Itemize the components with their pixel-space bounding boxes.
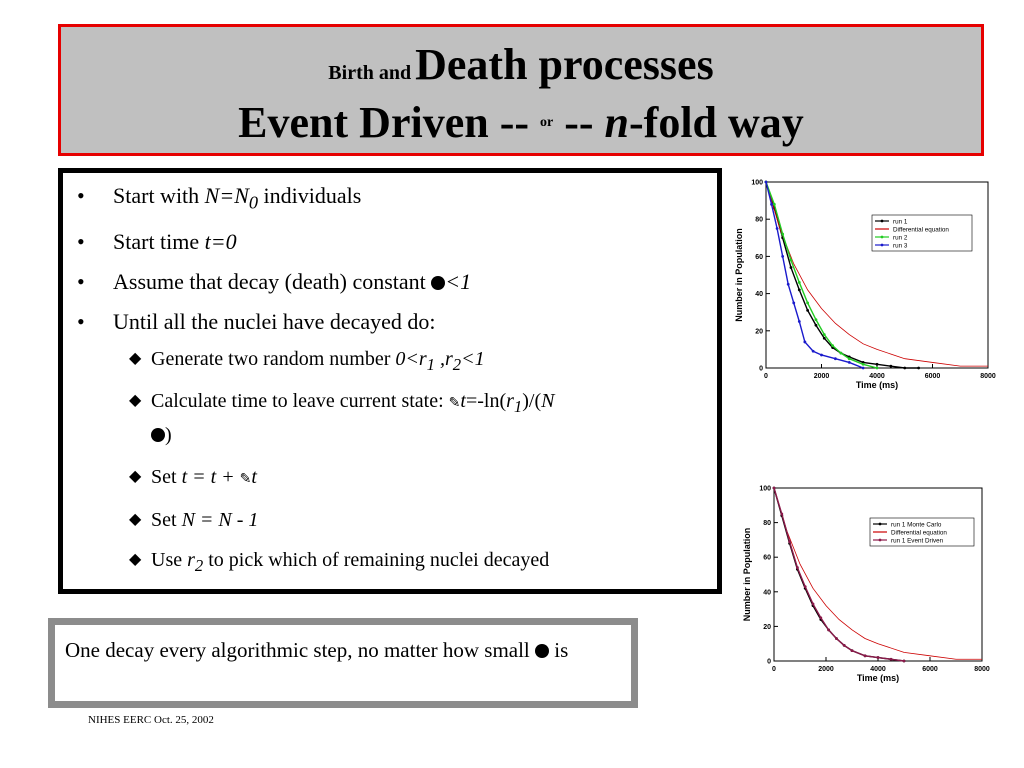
step-item: ◆ Set t = t + ✎t [129, 463, 709, 494]
diamond-icon: ◆ [129, 392, 142, 409]
data-point [773, 203, 776, 206]
step-item: ◆ Calculate time to leave current state: $✎t=-\ln(r_1)/(N$ ) [129, 387, 709, 449]
data-point [770, 203, 773, 206]
series-line [774, 488, 904, 661]
delta-icon: ✎ [448, 396, 461, 411]
chart-top [728, 170, 1000, 392]
footer: NIHES EERC Oct. 25, 2002 [88, 714, 214, 726]
y-tick-label: 80 [755, 216, 763, 224]
data-point [806, 309, 809, 312]
series-line [774, 488, 982, 659]
x-tick-label: 6000 [924, 373, 941, 380]
data-point [781, 233, 784, 236]
legend-label: run 2 [893, 234, 908, 242]
data-point [876, 367, 879, 370]
x-tick-label: 4000 [870, 666, 886, 673]
x-tick-label: 2000 [813, 373, 830, 380]
data-point [792, 302, 795, 305]
data-point [787, 283, 790, 286]
data-point [806, 302, 809, 305]
data-point [876, 363, 879, 366]
chart-bottom [734, 478, 1006, 688]
x-tick-label: 6000 [922, 666, 938, 673]
y-tick-label: 100 [751, 179, 763, 187]
legend-label: run 1 Event Driven [891, 537, 944, 545]
y-tick-label: 80 [763, 520, 771, 528]
data-point [798, 288, 801, 291]
legend-label: Differential equation [891, 529, 947, 537]
data-point [835, 637, 838, 640]
title-dashes: -- [564, 98, 594, 147]
data-point [862, 363, 865, 366]
data-point [765, 181, 768, 184]
y-tick-label: 60 [763, 554, 771, 562]
data-point [877, 656, 880, 659]
title-line-1 [61, 41, 981, 99]
data-point [819, 616, 822, 619]
data-point [780, 513, 783, 516]
x-tick-label: 0 [772, 666, 776, 673]
x-tick-label: 2000 [818, 666, 834, 673]
data-point [890, 658, 893, 661]
title-fold-way: -fold way [629, 98, 804, 147]
y-tick-label: 0 [767, 658, 771, 666]
data-point [812, 350, 815, 353]
data-point [827, 628, 830, 631]
x-axis-label: Time (ms) [856, 673, 900, 683]
bullet-item: • Start time t=0 [77, 229, 237, 255]
data-point [815, 324, 818, 327]
data-point [917, 367, 920, 370]
data-point [820, 354, 823, 357]
series-line [774, 488, 904, 661]
bullet-item: • Until all the nuclei have decayed do: [77, 309, 436, 335]
lambda-symbol [151, 428, 165, 442]
title-small: Birth and [328, 62, 412, 84]
y-tick-label: 40 [755, 291, 763, 299]
data-point [788, 540, 791, 543]
delta-icon: ✎ [239, 472, 252, 487]
data-point [796, 566, 799, 569]
step-item: ◆ Set N = N - 1 [129, 506, 709, 534]
data-point [831, 344, 834, 347]
data-point [798, 281, 801, 284]
legend-label: Differential equation [893, 226, 949, 234]
data-point [773, 487, 776, 490]
step-list [129, 345, 709, 588]
note-text: One decay every algorithmic step, no matter how small is [65, 638, 569, 662]
legend-label: run 3 [893, 242, 908, 250]
legend-marker [879, 539, 882, 542]
y-tick-label: 100 [759, 485, 771, 493]
series-line [766, 182, 877, 368]
legend-marker [881, 236, 884, 239]
series-line [766, 182, 919, 368]
data-point [823, 333, 826, 336]
y-tick-label: 20 [755, 328, 763, 336]
bullet-item: • Assume that decay (death) constant <1 [77, 269, 472, 295]
diamond-icon: ◆ [129, 511, 142, 528]
bullet-list [77, 183, 707, 349]
legend-marker [879, 523, 882, 526]
data-point [848, 357, 851, 360]
lambda-symbol [431, 276, 445, 290]
data-point [790, 266, 793, 269]
legend-label: run 1 Monte Carlo [891, 521, 942, 529]
data-point [812, 603, 815, 606]
diamond-icon: ◆ [129, 350, 142, 367]
diamond-icon: ◆ [129, 551, 142, 568]
x-tick-label: 0 [764, 373, 768, 380]
series-line [766, 182, 988, 366]
algorithm-box [58, 168, 722, 594]
data-point [851, 649, 854, 652]
y-tick-label: 60 [755, 253, 763, 261]
data-point [848, 361, 851, 364]
legend-marker [881, 244, 884, 247]
y-tick-label: 0 [759, 365, 763, 373]
data-point [903, 660, 906, 663]
title-box [58, 24, 984, 156]
data-point [864, 654, 867, 657]
data-point [889, 365, 892, 368]
data-point [804, 585, 807, 588]
x-tick-label: 4000 [869, 373, 885, 380]
title-event-driven: Event Driven -- [238, 98, 530, 147]
data-point [790, 259, 793, 262]
y-axis-label: Number in Population [734, 228, 744, 322]
x-axis-label: Time (ms) [855, 380, 899, 390]
data-point [815, 318, 818, 321]
y-axis-label: Number in Population [742, 527, 752, 622]
step-item: ◆ Generate two random number $0<r_1$ $,r_2<1$ [129, 345, 709, 379]
y-tick-label: 20 [763, 623, 771, 631]
note-box [48, 618, 638, 708]
data-point [843, 644, 846, 647]
title-or: or [540, 114, 554, 130]
series-line [766, 182, 863, 368]
title-line-2 [61, 99, 981, 151]
data-point [862, 367, 865, 370]
data-point [840, 352, 843, 355]
data-point [781, 255, 784, 258]
x-tick-label: 8000 [974, 666, 990, 673]
lambda-symbol [535, 644, 549, 658]
data-point [834, 357, 837, 360]
data-point [776, 227, 779, 230]
bullet-item: • Start with $N=N_0$ individuals [77, 183, 362, 213]
title-big: Death processes [415, 40, 714, 89]
step-item: ◆ Use $r_2$ to pick which of remaining nuclei decayed [129, 546, 709, 580]
x-tick-label: 8000 [980, 373, 996, 380]
legend-label: run 1 [893, 218, 908, 226]
y-tick-label: 40 [763, 589, 771, 597]
data-point [803, 341, 806, 344]
data-point [823, 337, 826, 340]
title-n: n [604, 98, 630, 147]
data-point [903, 367, 906, 370]
data-point [798, 320, 801, 323]
legend-marker [881, 220, 884, 223]
diamond-icon: ◆ [129, 468, 142, 485]
